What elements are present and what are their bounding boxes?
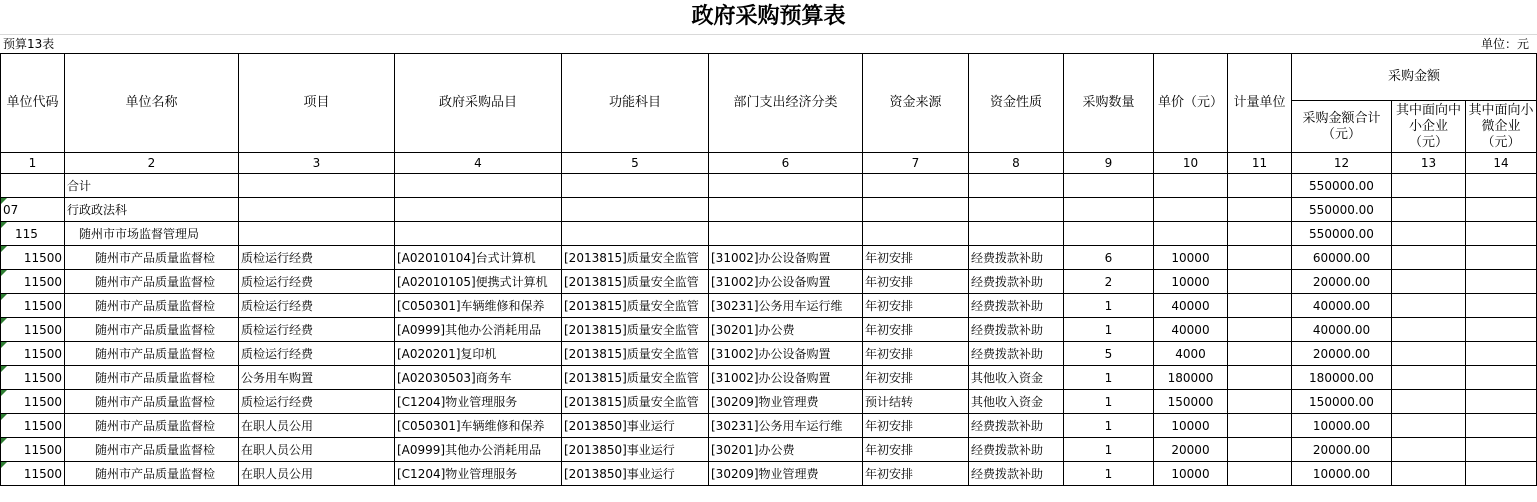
cell-nature[interactable]: 经费拨款补助 bbox=[969, 414, 1064, 438]
cell-item[interactable]: [A02030503]商务车 bbox=[395, 366, 562, 390]
cell-source[interactable]: 年初安排 bbox=[863, 438, 969, 462]
cell-sme[interactable] bbox=[1392, 246, 1466, 270]
cell-empty[interactable] bbox=[395, 174, 562, 198]
unit-label: 单位：元 bbox=[1480, 37, 1529, 51]
cell-unit-code[interactable]: 11500 bbox=[1, 246, 65, 270]
table-row bbox=[1, 270, 1537, 294]
header-measure[interactable]: 计量单位 bbox=[1228, 54, 1292, 153]
summary-row bbox=[1, 198, 1537, 222]
cell-empty[interactable] bbox=[709, 174, 863, 198]
column-number[interactable]: 3 bbox=[239, 153, 395, 174]
cell-item[interactable]: [A02010104]台式计算机 bbox=[395, 246, 562, 270]
cell-price[interactable]: 40000 bbox=[1154, 318, 1228, 342]
cell-unit-code[interactable]: 11500 bbox=[1, 270, 65, 294]
cell-econ[interactable]: [31002]办公设备购置 bbox=[709, 342, 863, 366]
cell-func[interactable]: [2013815]质量安全监管 bbox=[562, 342, 709, 366]
cell-item[interactable]: [A020201]复印机 bbox=[395, 342, 562, 366]
cell-unit-code[interactable]: 11500 bbox=[1, 414, 65, 438]
cell-econ[interactable]: [30201]办公费 bbox=[709, 318, 863, 342]
cell-nature[interactable]: 其他收入资金 bbox=[969, 390, 1064, 414]
cell-unit-name[interactable]: 随州市市场监督管理局 bbox=[65, 222, 239, 246]
cell-empty[interactable] bbox=[1154, 198, 1228, 222]
cell-sme[interactable] bbox=[1392, 366, 1466, 390]
cell-empty[interactable] bbox=[1064, 222, 1154, 246]
cell-empty[interactable] bbox=[1154, 174, 1228, 198]
header-price[interactable]: 单价（元） bbox=[1154, 54, 1228, 153]
cell-item[interactable]: [A0999]其他办公消耗用品 bbox=[395, 318, 562, 342]
cell-unit-code[interactable]: 11500 bbox=[1, 366, 65, 390]
cell-qty[interactable]: 6 bbox=[1064, 246, 1154, 270]
table-row bbox=[1, 366, 1537, 390]
column-number[interactable]: 14 bbox=[1466, 153, 1537, 174]
cell-qty[interactable]: 1 bbox=[1064, 318, 1154, 342]
header-unit-code[interactable]: 单位代码 bbox=[1, 54, 65, 153]
cell-sme[interactable] bbox=[1392, 342, 1466, 366]
header-nature[interactable]: 资金性质 bbox=[969, 54, 1064, 153]
cell-unit-code[interactable]: 07 bbox=[1, 198, 65, 222]
cell-micro[interactable] bbox=[1466, 198, 1537, 222]
cell-unit-name[interactable]: 随州市产品质量监督检 bbox=[65, 294, 239, 318]
cell-func[interactable]: [2013815]质量安全监管 bbox=[562, 246, 709, 270]
cell-empty[interactable] bbox=[863, 222, 969, 246]
cell-amount-total[interactable]: 40000.00 bbox=[1292, 318, 1392, 342]
cell-unit-code[interactable]: 11500 bbox=[1, 438, 65, 462]
header-sme[interactable]: 其中面向中小企业（元） bbox=[1392, 101, 1466, 153]
column-number[interactable]: 7 bbox=[863, 153, 969, 174]
cell-sme[interactable] bbox=[1392, 390, 1466, 414]
cell-micro[interactable] bbox=[1466, 246, 1537, 270]
cell-nature[interactable]: 经费拨款补助 bbox=[969, 294, 1064, 318]
column-number[interactable]: 2 bbox=[65, 153, 239, 174]
cell-func[interactable]: [2013850]事业运行 bbox=[562, 462, 709, 486]
cell-measure[interactable] bbox=[1228, 462, 1292, 486]
header-func[interactable]: 功能科目 bbox=[562, 54, 709, 153]
cell-source[interactable]: 年初安排 bbox=[863, 294, 969, 318]
cell-source[interactable]: 年初安排 bbox=[863, 462, 969, 486]
cell-item[interactable]: [C050301]车辆维修和保养 bbox=[395, 294, 562, 318]
cell-econ[interactable]: [30231]公务用车运行维 bbox=[709, 294, 863, 318]
table-row bbox=[1, 294, 1537, 318]
cell-empty[interactable] bbox=[562, 222, 709, 246]
cell-nature[interactable]: 经费拨款补助 bbox=[969, 246, 1064, 270]
table-row bbox=[1, 342, 1537, 366]
cell-sme[interactable] bbox=[1392, 222, 1466, 246]
cell-empty[interactable] bbox=[969, 198, 1064, 222]
cell-qty[interactable]: 1 bbox=[1064, 414, 1154, 438]
cell-empty[interactable] bbox=[863, 174, 969, 198]
cell-source[interactable]: 预计结转 bbox=[863, 390, 969, 414]
column-number-row bbox=[1, 153, 1537, 174]
cell-price[interactable]: 10000 bbox=[1154, 270, 1228, 294]
cell-nature[interactable]: 经费拨款补助 bbox=[969, 438, 1064, 462]
cell-unit-name[interactable]: 随州市产品质量监督检 bbox=[65, 438, 239, 462]
cell-price[interactable]: 150000 bbox=[1154, 390, 1228, 414]
cell-measure[interactable] bbox=[1228, 366, 1292, 390]
cell-source[interactable]: 年初安排 bbox=[863, 246, 969, 270]
column-number[interactable]: 4 bbox=[395, 153, 562, 174]
table-row bbox=[1, 438, 1537, 462]
cell-nature[interactable]: 经费拨款补助 bbox=[969, 270, 1064, 294]
cell-item[interactable]: [C050301]车辆维修和保养 bbox=[395, 414, 562, 438]
cell-project[interactable]: 质检运行经费 bbox=[239, 318, 395, 342]
header-amount-total[interactable]: 采购金额合计（元） bbox=[1292, 101, 1392, 153]
cell-unit-name[interactable]: 随州市产品质量监督检 bbox=[65, 462, 239, 486]
cell-empty[interactable] bbox=[1064, 198, 1154, 222]
cell-amount-total[interactable]: 20000.00 bbox=[1292, 342, 1392, 366]
cell-empty[interactable] bbox=[1154, 222, 1228, 246]
cell-qty[interactable]: 1 bbox=[1064, 438, 1154, 462]
cell-micro[interactable] bbox=[1466, 318, 1537, 342]
cell-micro[interactable] bbox=[1466, 366, 1537, 390]
cell-source[interactable]: 年初安排 bbox=[863, 366, 969, 390]
cell-micro[interactable] bbox=[1466, 438, 1537, 462]
cell-empty[interactable] bbox=[863, 198, 969, 222]
cell-nature[interactable]: 经费拨款补助 bbox=[969, 318, 1064, 342]
header-item[interactable]: 政府采购品目 bbox=[395, 54, 562, 153]
cell-unit-code[interactable]: 11500 bbox=[1, 294, 65, 318]
cell-measure[interactable] bbox=[1228, 246, 1292, 270]
cell-econ[interactable]: [30201]办公费 bbox=[709, 438, 863, 462]
cell-unit-code[interactable]: 115 bbox=[1, 222, 65, 246]
cell-empty[interactable] bbox=[969, 222, 1064, 246]
cell-sme[interactable] bbox=[1392, 174, 1466, 198]
header-econ[interactable]: 部门支出经济分类 bbox=[709, 54, 863, 153]
cell-unit-name[interactable]: 随州市产品质量监督检 bbox=[65, 342, 239, 366]
column-number[interactable]: 1 bbox=[1, 153, 65, 174]
cell-project[interactable]: 在职人员公用 bbox=[239, 438, 395, 462]
cell-amount-total[interactable]: 10000.00 bbox=[1292, 462, 1392, 486]
cell-amount-total[interactable]: 550000.00 bbox=[1292, 174, 1392, 198]
cell-sme[interactable] bbox=[1392, 414, 1466, 438]
cell-project[interactable]: 质检运行经费 bbox=[239, 270, 395, 294]
cell-empty[interactable] bbox=[969, 174, 1064, 198]
cell-amount-total[interactable]: 10000.00 bbox=[1292, 414, 1392, 438]
cell-econ[interactable]: [30209]物业管理费 bbox=[709, 462, 863, 486]
cell-measure[interactable] bbox=[1228, 438, 1292, 462]
table-row bbox=[1, 462, 1537, 486]
cell-micro[interactable] bbox=[1466, 174, 1537, 198]
table-row bbox=[1, 318, 1537, 342]
cell-sme[interactable] bbox=[1392, 438, 1466, 462]
cell-func[interactable]: [2013850]事业运行 bbox=[562, 414, 709, 438]
table-row bbox=[1, 414, 1537, 438]
cell-measure[interactable] bbox=[1228, 294, 1292, 318]
cell-micro[interactable] bbox=[1466, 342, 1537, 366]
cell-amount-total[interactable]: 60000.00 bbox=[1292, 246, 1392, 270]
cell-empty[interactable] bbox=[709, 198, 863, 222]
cell-func[interactable]: [2013815]质量安全监管 bbox=[562, 390, 709, 414]
cell-empty[interactable] bbox=[1228, 222, 1292, 246]
cell-econ[interactable]: [30209]物业管理费 bbox=[709, 390, 863, 414]
cell-empty[interactable] bbox=[562, 198, 709, 222]
cell-func[interactable]: [2013815]质量安全监管 bbox=[562, 294, 709, 318]
page-title: 政府采购预算表 bbox=[0, 0, 1537, 35]
cell-micro[interactable] bbox=[1466, 414, 1537, 438]
cell-econ[interactable]: [31002]办公设备购置 bbox=[709, 270, 863, 294]
cell-sme[interactable] bbox=[1392, 198, 1466, 222]
cell-amount-total[interactable]: 20000.00 bbox=[1292, 438, 1392, 462]
cell-sme[interactable] bbox=[1392, 462, 1466, 486]
column-number[interactable]: 10 bbox=[1154, 153, 1228, 174]
header-qty[interactable]: 采购数量 bbox=[1064, 54, 1154, 153]
cell-qty[interactable]: 5 bbox=[1064, 342, 1154, 366]
cell-qty[interactable]: 1 bbox=[1064, 462, 1154, 486]
cell-unit-code[interactable]: 11500 bbox=[1, 390, 65, 414]
cell-nature[interactable]: 经费拨款补助 bbox=[969, 462, 1064, 486]
cell-price[interactable]: 10000 bbox=[1154, 462, 1228, 486]
header-micro[interactable]: 其中面向小微企业（元） bbox=[1466, 101, 1537, 153]
cell-empty[interactable] bbox=[1228, 198, 1292, 222]
cell-unit-name[interactable]: 随州市产品质量监督检 bbox=[65, 270, 239, 294]
cell-price[interactable]: 180000 bbox=[1154, 366, 1228, 390]
cell-price[interactable]: 10000 bbox=[1154, 246, 1228, 270]
cell-qty[interactable]: 1 bbox=[1064, 294, 1154, 318]
cell-measure[interactable] bbox=[1228, 270, 1292, 294]
cell-amount-total[interactable]: 40000.00 bbox=[1292, 294, 1392, 318]
cell-unit-name[interactable]: 随州市产品质量监督检 bbox=[65, 318, 239, 342]
header-project[interactable]: 项目 bbox=[239, 54, 395, 153]
header-source[interactable]: 资金来源 bbox=[863, 54, 969, 153]
cell-unit-name[interactable]: 随州市产品质量监督检 bbox=[65, 366, 239, 390]
cell-empty[interactable] bbox=[239, 198, 395, 222]
cell-econ[interactable]: [31002]办公设备购置 bbox=[709, 246, 863, 270]
cell-func[interactable]: [2013850]事业运行 bbox=[562, 438, 709, 462]
cell-project[interactable]: 质检运行经费 bbox=[239, 390, 395, 414]
header-unit-name[interactable]: 单位名称 bbox=[65, 54, 239, 153]
table-row bbox=[1, 390, 1537, 414]
cell-price[interactable]: 20000 bbox=[1154, 438, 1228, 462]
cell-project[interactable]: 在职人员公用 bbox=[239, 414, 395, 438]
cell-amount-total[interactable]: 550000.00 bbox=[1292, 198, 1392, 222]
cell-empty[interactable] bbox=[1064, 174, 1154, 198]
cell-unit-name[interactable]: 行政政法科 bbox=[65, 198, 239, 222]
cell-unit-code[interactable]: 11500 bbox=[1, 462, 65, 486]
cell-micro[interactable] bbox=[1466, 294, 1537, 318]
cell-empty[interactable] bbox=[395, 222, 562, 246]
cell-sme[interactable] bbox=[1392, 270, 1466, 294]
cell-source[interactable]: 年初安排 bbox=[863, 414, 969, 438]
cell-func[interactable]: [2013815]质量安全监管 bbox=[562, 318, 709, 342]
cell-empty[interactable] bbox=[709, 222, 863, 246]
cell-qty[interactable]: 2 bbox=[1064, 270, 1154, 294]
budget-table bbox=[0, 53, 1537, 486]
cell-project[interactable]: 质检运行经费 bbox=[239, 294, 395, 318]
cell-unit-name[interactable]: 随州市产品质量监督检 bbox=[65, 246, 239, 270]
cell-project[interactable]: 公务用车购置 bbox=[239, 366, 395, 390]
cell-func[interactable]: [2013815]质量安全监管 bbox=[562, 270, 709, 294]
cell-measure[interactable] bbox=[1228, 318, 1292, 342]
cell-unit-code[interactable] bbox=[1, 174, 65, 198]
cell-sme[interactable] bbox=[1392, 318, 1466, 342]
cell-project[interactable]: 质检运行经费 bbox=[239, 342, 395, 366]
cell-econ[interactable]: [31002]办公设备购置 bbox=[709, 366, 863, 390]
summary-row bbox=[1, 222, 1537, 246]
cell-source[interactable]: 年初安排 bbox=[863, 342, 969, 366]
cell-amount-total[interactable]: 550000.00 bbox=[1292, 222, 1392, 246]
cell-micro[interactable] bbox=[1466, 270, 1537, 294]
cell-project[interactable]: 在职人员公用 bbox=[239, 462, 395, 486]
cell-empty[interactable] bbox=[239, 174, 395, 198]
cell-project[interactable]: 质检运行经费 bbox=[239, 246, 395, 270]
cell-amount-total[interactable]: 150000.00 bbox=[1292, 390, 1392, 414]
column-number[interactable]: 9 bbox=[1064, 153, 1154, 174]
cell-price[interactable]: 40000 bbox=[1154, 294, 1228, 318]
column-number[interactable]: 11 bbox=[1228, 153, 1292, 174]
cell-micro[interactable] bbox=[1466, 390, 1537, 414]
header-amount-group[interactable]: 采购金额 bbox=[1292, 54, 1537, 101]
column-number[interactable]: 13 bbox=[1392, 153, 1466, 174]
cell-price[interactable]: 4000 bbox=[1154, 342, 1228, 366]
cell-micro[interactable] bbox=[1466, 222, 1537, 246]
cell-price[interactable]: 10000 bbox=[1154, 414, 1228, 438]
cell-amount-total[interactable]: 180000.00 bbox=[1292, 366, 1392, 390]
column-number[interactable]: 8 bbox=[969, 153, 1064, 174]
cell-unit-name[interactable]: 随州市产品质量监督检 bbox=[65, 390, 239, 414]
cell-measure[interactable] bbox=[1228, 390, 1292, 414]
cell-source[interactable]: 年初安排 bbox=[863, 318, 969, 342]
summary-row bbox=[1, 174, 1537, 198]
cell-sme[interactable] bbox=[1392, 294, 1466, 318]
column-number[interactable]: 6 bbox=[709, 153, 863, 174]
cell-item[interactable]: [A0999]其他办公消耗用品 bbox=[395, 438, 562, 462]
cell-item[interactable]: [C1204]物业管理服务 bbox=[395, 390, 562, 414]
cell-empty[interactable] bbox=[562, 174, 709, 198]
cell-empty[interactable] bbox=[395, 198, 562, 222]
cell-unit-code[interactable]: 11500 bbox=[1, 342, 65, 366]
cell-micro[interactable] bbox=[1466, 462, 1537, 486]
cell-source[interactable]: 年初安排 bbox=[863, 270, 969, 294]
cell-item[interactable]: [A02010105]便携式计算机 bbox=[395, 270, 562, 294]
cell-nature[interactable]: 经费拨款补助 bbox=[969, 342, 1064, 366]
table-number: 预算13表 bbox=[3, 37, 55, 51]
cell-empty[interactable] bbox=[239, 222, 395, 246]
cell-unit-code[interactable]: 11500 bbox=[1, 318, 65, 342]
cell-qty[interactable]: 1 bbox=[1064, 390, 1154, 414]
cell-measure[interactable] bbox=[1228, 414, 1292, 438]
column-number[interactable]: 5 bbox=[562, 153, 709, 174]
cell-empty[interactable] bbox=[1228, 174, 1292, 198]
cell-qty[interactable]: 1 bbox=[1064, 366, 1154, 390]
cell-unit-name[interactable]: 随州市产品质量监督检 bbox=[65, 414, 239, 438]
cell-nature[interactable]: 其他收入资金 bbox=[969, 366, 1064, 390]
column-number[interactable]: 12 bbox=[1292, 153, 1392, 174]
cell-amount-total[interactable]: 20000.00 bbox=[1292, 270, 1392, 294]
cell-unit-name[interactable]: 合计 bbox=[65, 174, 239, 198]
table-row bbox=[1, 246, 1537, 270]
cell-item[interactable]: [C1204]物业管理服务 bbox=[395, 462, 562, 486]
cell-econ[interactable]: [30231]公务用车运行维 bbox=[709, 414, 863, 438]
cell-measure[interactable] bbox=[1228, 342, 1292, 366]
cell-func[interactable]: [2013815]质量安全监管 bbox=[562, 366, 709, 390]
